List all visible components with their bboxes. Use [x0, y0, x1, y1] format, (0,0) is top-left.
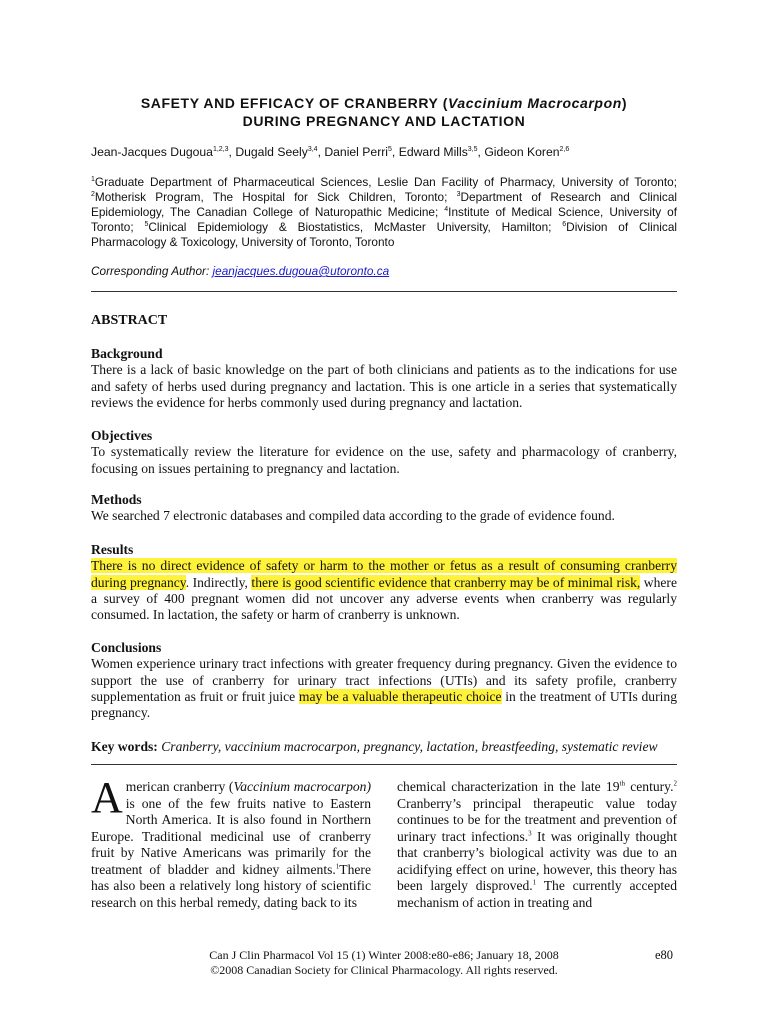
corresponding-email-link[interactable]: jeanjacques.dugoua@utoronto.ca [212, 264, 390, 278]
abstract-heading: ABSTRACT [91, 313, 168, 328]
author: Jean-Jacques Dugoua [91, 145, 213, 159]
abstract-results [91, 542, 677, 623]
affiliation: Department of Research and Clinical Epidemiology, The Canadian College of Naturopathic Medicine; [91, 190, 678, 219]
section-heading: Background [91, 346, 163, 361]
section-heading: Methods [91, 492, 142, 507]
affiliation: Motherisk Program, The Hospital for Sick Children, Toronto; [94, 190, 457, 204]
corresponding-author: Corresponding Author: jeanjacques.dugoua@utoronto.ca [91, 264, 390, 278]
section-heading: Conclusions [91, 640, 162, 655]
affiliation: Institute of Medical Science, University of Toronto; [91, 205, 677, 234]
section-text: To systematically review the literature for evidence on the use, safety and pharmacology of cranberry, focusing on issues pertaining to pregnancy and lactation. [91, 444, 677, 476]
reference-marker: 1 [532, 878, 537, 887]
author-list: Jean-Jacques Dugoua$^{1,2,3}$, Dugald Seely$^{3,4}$, Daniel Perri$^5$, Edward Mills$^{3,5}$, Gideon Koren$^{2,6}$ [91, 145, 570, 159]
highlighted-text: There is no direct evidence of safety or harm to the mother or fetus as a result of consuming cranberry during pregnancy [91, 558, 677, 590]
body-column-left: American cranberry (Vaccinium macrocarpon) is one of the few fruits native to Eastern North America. It is also found in Northern Europe. Traditional medicinal use of cranberry fruit by Native Americans was primarily for the treatment of bladder and kidney ailments.$^1$There has also been a relatively long history of scientific research on this herbal remedy, dating back to its [91, 773, 371, 910]
section-text: Women experience urinary tract infections with greater frequency during pregnancy. Given the evidence to support the use of cranberry for urinary tract infections (UTIs) and its safety profile, cranberry supplementation as fruit or fruit juice may be a valuable therapeutic choice in the treatment of UTIs during pregnancy. [91, 656, 677, 721]
author: Edward Mills [398, 145, 468, 159]
section-heading: Objectives [91, 428, 153, 443]
abstract-methods [91, 492, 677, 525]
keywords-text: Cranberry, vaccinium macrocarpon, pregnancy, lactation, breastfeeding, systematic review [161, 739, 658, 754]
author-affiliation-marker: 3,4 [307, 145, 318, 153]
reference-marker: 2 [673, 779, 677, 788]
affiliation: Graduate Department of Pharmaceutical Sciences, Leslie Dan Facility of Pharmacy, University of Toronto; [94, 175, 677, 189]
divider [91, 764, 677, 765]
affiliation: Division of Clinical Pharmacology & Toxicology, University of Toronto, Toronto [91, 220, 677, 249]
page-footer [0, 948, 768, 978]
author-affiliation-marker: 2,6 [559, 145, 570, 153]
section-text: There is a lack of basic knowledge on the part of both clinicians and patients as to the indications for use and safety of herbs used during pregnancy and lactation. This is one article in a series that systematically reviews the evidence for herbs commonly used during pregnancy and lactation. [91, 362, 677, 410]
keywords [91, 739, 681, 755]
abstract-conclusions [91, 640, 677, 721]
title-line-2: DURING PREGNANCY AND LACTATION [242, 113, 526, 129]
journal-citation: Can J Clin Pharmacol Vol 15 (1) Winter 2008:e80-e86; January 18, 2008 [209, 948, 559, 962]
author: Daniel Perri [324, 145, 389, 159]
title-line-1: SAFETY AND EFFICACY OF CRANBERRY (Vaccinium Macrocarpon) [140, 95, 628, 111]
section-heading: Results [91, 542, 134, 557]
author: Gideon Koren [484, 145, 560, 159]
copyright: ©2008 Canadian Society for Clinical Pharmacology. All rights reserved. [210, 963, 558, 977]
page-number: e80 [655, 948, 674, 962]
author: Dugald Seely [235, 145, 308, 159]
reference-marker: 3 [528, 828, 532, 837]
body-column-right: chemical characterization in the late 19th century.$^2$ Cranberry’s principal therapeutic value today continues to be for the treatment and prevention of urinary tract infections.$^3$ It was originally thought that cranberry’s biological activity was due to an acidifying effect on urine, however, this theory has been largely disproved.$^1$ The currently accepted mechanism of action in treating and [397, 779, 677, 910]
section-text: We searched 7 electronic databases and compiled data according to the grade of evidence found. [91, 508, 615, 524]
affiliations: $^1$Graduate Department of Pharmaceutical Sciences, Leslie Dan Facility of Pharmacy, University of Toronto; $^2$Motherisk Program, The Hospital for Sick Children, Toronto; $^3$Department of Research and Clinical Epidemiology, The Canadian College of Naturopathic Medicine; $^4$Institute of Medical Science, University of Toronto; $^5$Clinical Epidemiology & Biostatistics, McMaster University, Hamilton; $^6$Division of Clinical Pharmacology & Toxicology, University of Toronto, Toronto [91, 175, 678, 249]
highlighted-text: there is good scientific evidence that cranberry may be of minimal risk, [251, 574, 641, 590]
divider [91, 291, 677, 292]
abstract-background [91, 346, 677, 411]
author-affiliation-marker: 5 [388, 145, 392, 153]
affiliation: Clinical Epidemiology & Biostatistics, McMaster University, Hamilton; [148, 220, 563, 234]
author-affiliation-marker: 3,5 [467, 145, 478, 153]
author-affiliation-marker: 1,2,3 [212, 145, 229, 153]
section-text: There is no direct evidence of safety or harm to the mother or fetus as a result of consuming cranberry during pregnancy. Indirectly, there is good scientific evidence that cranberry may be of minimal risk, where a survey of 400 pregnant women did not uncover any adverse events when cranberry was regularly consumed. In lactation, the safety or harm of cranberry is unknown. [91, 558, 677, 623]
drop-cap: A [91, 773, 123, 822]
abstract-objectives [91, 428, 677, 477]
highlighted-text: may be a valuable therapeutic choice [298, 688, 502, 704]
title-species: Vaccinium Macrocarpon [447, 95, 622, 111]
keywords-label: Key words: [91, 739, 158, 754]
article-title [0, 94, 768, 130]
reference-marker: 1 [335, 861, 340, 870]
